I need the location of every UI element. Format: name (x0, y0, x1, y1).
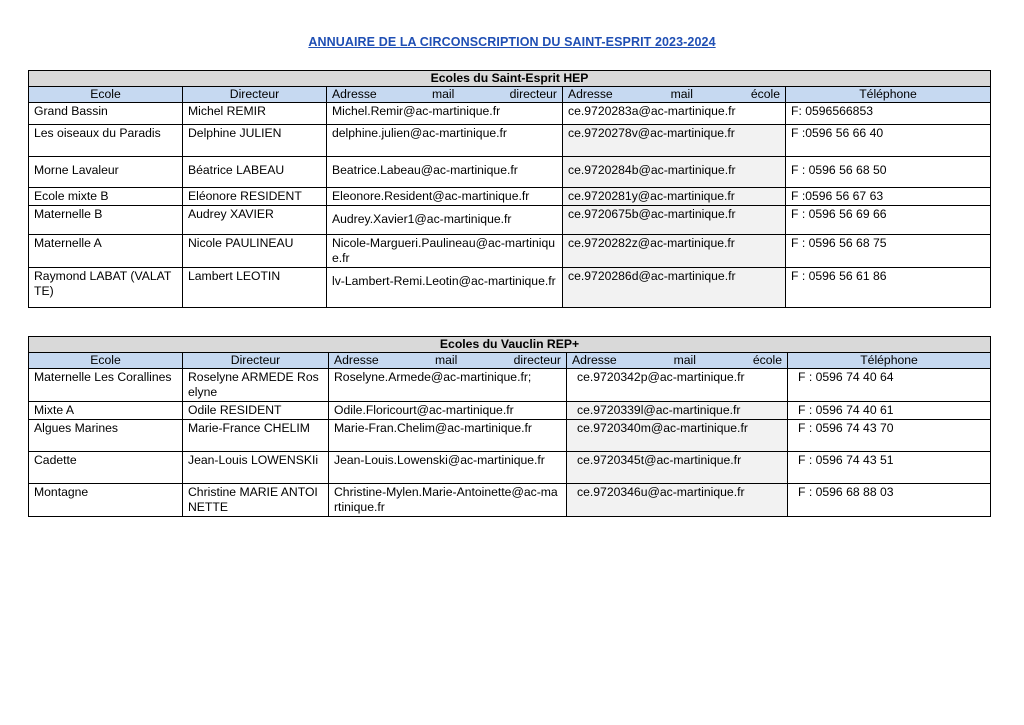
director-email: Marie-Fran.Chelim@ac-martinique.fr (329, 420, 567, 452)
column-header-ecole: Ecole (29, 353, 183, 369)
director-email: Audrey.Xavier1@ac-martinique.fr (327, 206, 563, 235)
school-email: ce.9720282z@ac-martinique.fr (563, 235, 786, 268)
school-email: ce.9720339l@ac-martinique.fr (567, 402, 788, 420)
school-phone: F : 0596 56 61 86 (786, 268, 991, 308)
school-name: Maternelle Les Corallines (29, 369, 183, 402)
school-name: Morne Lavaleur (29, 157, 183, 188)
table-row (29, 484, 991, 517)
director-email: Eleonore.Resident@ac-martinique.fr (327, 188, 563, 206)
school-email: ce.9720340m@ac-martinique.fr (567, 420, 788, 452)
director-name: Michel REMIR (183, 103, 327, 125)
column-header-telephone: Téléphone (788, 353, 991, 369)
director-name: Béatrice LABEAU (183, 157, 327, 188)
director-name: Odile RESIDENT (183, 402, 329, 420)
school-email: ce.9720281y@ac-martinique.fr (563, 188, 786, 206)
table-heading: Ecoles du Vauclin REP+ (29, 337, 991, 353)
school-name: Cadette (29, 452, 183, 484)
table-row (29, 402, 991, 420)
director-name: Eléonore RESIDENT (183, 188, 327, 206)
school-phone: F :0596 56 66 40 (786, 125, 991, 157)
table-row (29, 206, 991, 235)
school-name: Montagne (29, 484, 183, 517)
school-name: Ecole mixte B (29, 188, 183, 206)
director-email: lv-Lambert-Remi.Leotin@ac-martinique.fr (327, 268, 563, 308)
school-phone: F : 0596 74 43 70 (788, 420, 991, 452)
column-header-directeur: Directeur (183, 87, 327, 103)
school-phone: F: 0596566853 (786, 103, 991, 125)
table-row (29, 369, 991, 402)
school-name: Algues Marines (29, 420, 183, 452)
column-header-mail-ecole: Adresse mail école (567, 353, 788, 369)
director-email: Michel.Remir@ac-martinique.fr (327, 103, 563, 125)
table-row (29, 188, 991, 206)
school-name: Mixte A (29, 402, 183, 420)
school-email: ce.9720278v@ac-martinique.fr (563, 125, 786, 157)
school-name: Raymond LABAT (VALATTE) (29, 268, 183, 308)
column-header-directeur: Directeur (183, 353, 329, 369)
director-email: Beatrice.Labeau@ac-martinique.fr (327, 157, 563, 188)
document-title: ANNUAIRE DE LA CIRCONSCRIPTION DU SAINT-ESPRIT 2023-2024 (308, 35, 716, 49)
vauclin-schools-table (28, 336, 991, 517)
school-phone: F : 0596 74 40 61 (788, 402, 991, 420)
director-name: Jean-Louis LOWENSKIi (183, 452, 329, 484)
school-name: Les oiseaux du Paradis (29, 125, 183, 157)
table-row (29, 235, 991, 268)
director-email: Jean-Louis.Lowenski@ac-martinique.fr (329, 452, 567, 484)
director-name: Lambert LEOTIN (183, 268, 327, 308)
school-phone: F : 0596 68 88 03 (788, 484, 991, 517)
director-email: Nicole-Margueri.Paulineau@ac-martinique.fr (327, 235, 563, 268)
table-row (29, 157, 991, 188)
director-name: Nicole PAULINEAU (183, 235, 327, 268)
school-phone: F : 0596 56 68 75 (786, 235, 991, 268)
school-phone: F : 0596 74 43 51 (788, 452, 991, 484)
director-name: Christine MARIE ANTOINETTE (183, 484, 329, 517)
director-email: Christine-Mylen.Marie-Antoinette@ac-martinique.fr (329, 484, 567, 517)
director-name: Marie-France CHELIM (183, 420, 329, 452)
column-header-telephone: Téléphone (786, 87, 991, 103)
school-email: ce.9720284b@ac-martinique.fr (563, 157, 786, 188)
table-row (29, 268, 991, 308)
director-email: Roselyne.Armede@ac-martinique.fr; (329, 369, 567, 402)
director-email: delphine.julien@ac-martinique.fr (327, 125, 563, 157)
school-email: ce.9720342p@ac-martinique.fr (567, 369, 788, 402)
column-header-mail-directeur: Adresse mail directeur (329, 353, 567, 369)
school-name: Maternelle B (29, 206, 183, 235)
saint-esprit-schools-table (28, 70, 991, 308)
school-phone: F :0596 56 67 63 (786, 188, 991, 206)
table-row (29, 125, 991, 157)
school-phone: F : 0596 56 69 66 (786, 206, 991, 235)
column-header-ecole: Ecole (29, 87, 183, 103)
director-name: Audrey XAVIER (183, 206, 327, 235)
school-email: ce.9720286d@ac-martinique.fr (563, 268, 786, 308)
table-row (29, 420, 991, 452)
column-header-mail-directeur: Adresse mail directeur (327, 87, 563, 103)
director-name: Roselyne ARMEDE Roselyne (183, 369, 329, 402)
school-email: ce.9720345t@ac-martinique.fr (567, 452, 788, 484)
table-heading: Ecoles du Saint-Esprit HEP (29, 71, 991, 87)
school-email: ce.9720675b@ac-martinique.fr (563, 206, 786, 235)
table-row (29, 452, 991, 484)
director-email: Odile.Floricourt@ac-martinique.fr (329, 402, 567, 420)
table-row (29, 103, 991, 125)
school-name: Grand Bassin (29, 103, 183, 125)
school-name: Maternelle A (29, 235, 183, 268)
director-name: Delphine JULIEN (183, 125, 327, 157)
school-email: ce.9720346u@ac-martinique.fr (567, 484, 788, 517)
school-phone: F : 0596 56 68 50 (786, 157, 991, 188)
school-email: ce.9720283a@ac-martinique.fr (563, 103, 786, 125)
school-phone: F : 0596 74 40 64 (788, 369, 991, 402)
column-header-mail-ecole: Adresse mail école (563, 87, 786, 103)
